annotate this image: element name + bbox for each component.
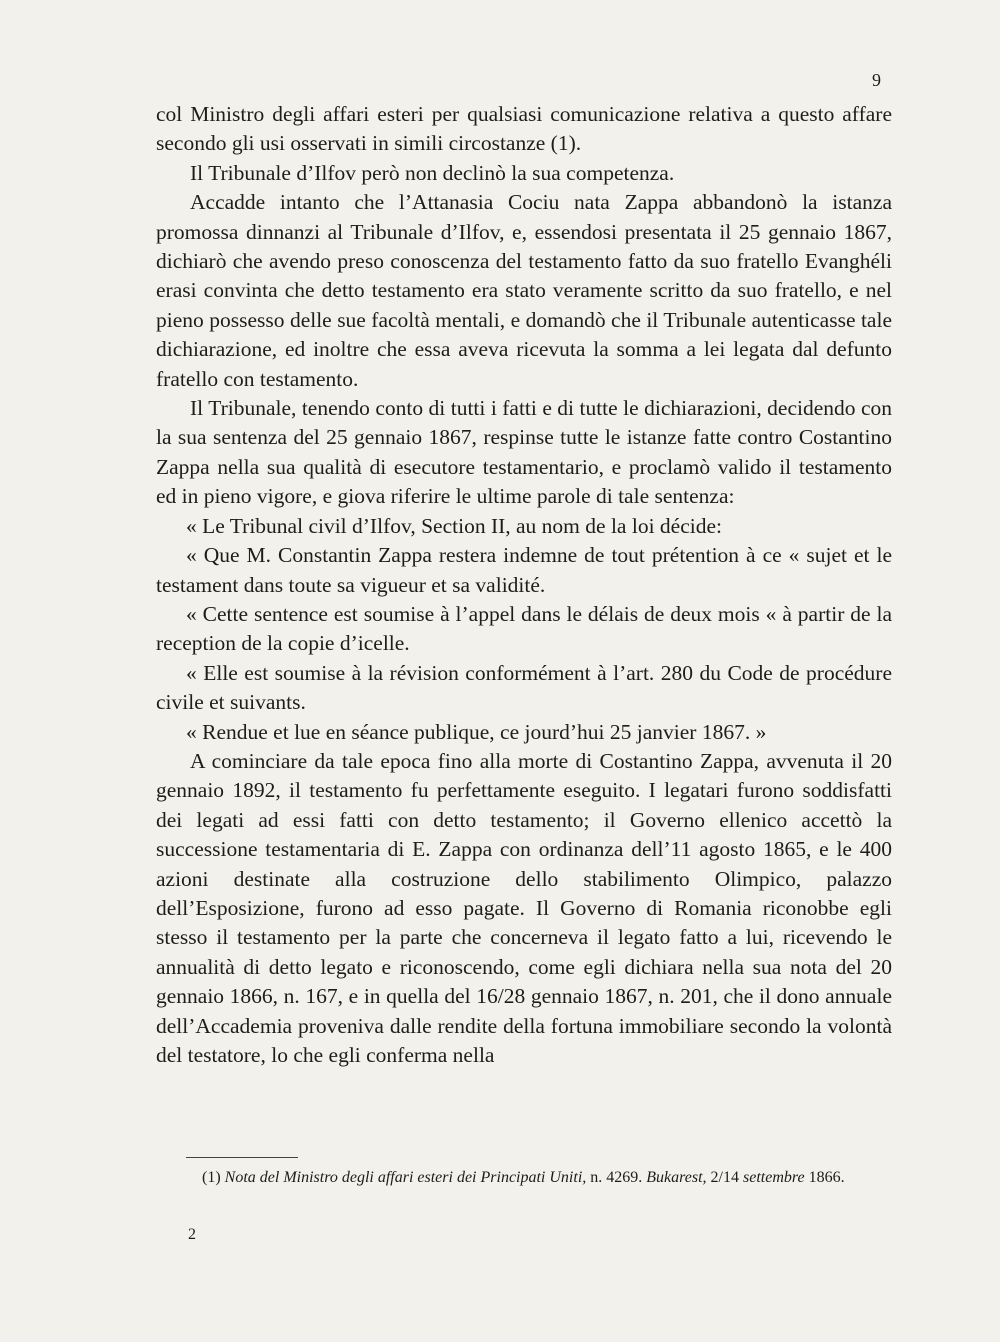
footnote-marker: (1) <box>202 1169 221 1186</box>
footnote-date-year: 1866. <box>808 1169 845 1186</box>
footnote-date-num: 2/14 <box>710 1169 739 1186</box>
paragraph-continuation: col Ministro degli affari esteri per qualsiasi comunicazione relativa a questo affare secondo gli usi osservati in simili circostanze (1). <box>156 102 892 156</box>
quote-revision: « Elle est soumise à la révision conformément à l’art. 280 du Code de procédure civile et suivants. <box>156 660 892 715</box>
quote-rendue: « Rendue et lue en séance publique, ce jourd’hui 25 janvier 1867. » <box>186 719 767 744</box>
quote-appel: « Cette sentence est soumise à l’appel dans le délais de deux mois « à partir de la reception de la copie d’icelle. <box>156 601 892 656</box>
footnote-number: n. 4269. <box>590 1169 643 1186</box>
footnote-date-month: settembre <box>743 1169 805 1186</box>
quote-tribunal-decide: « Le Tribunal civil d’Ilfov, Section II, au nom de la loi décide: <box>186 513 722 538</box>
page-number: 9 <box>872 70 881 90</box>
signature-mark: 2 <box>188 1226 196 1243</box>
footnote-place: Bukarest, <box>646 1169 707 1186</box>
paragraph-tribunale-competenza: Il Tribunale d’Ilfov però non declinò la sua competenza. <box>190 160 675 185</box>
paragraph-esecuzione-testamento: A cominciare da tale epoca fino alla morte di Costantino Zappa, avvenuta il 20 gennaio 1892, il testamento fu perfettamente eseguito. I legatari furono soddisfatti dei legati ad essi fatti con detto testamento; il Governo ellenico accettò la successione testamentaria di E. Zappa con ordinanza dell’11 agosto 1865, e le 400 azioni destinate alla costruzione dello stabilimento Olimpico, palazzo dell’Esposizione, furono ad esso pagate. Il Governo di Romania riconobbe egli stesso il testamento per la parte che concerneva il legato fatto a lui, ricevendo le annualità di detto legato e riconoscendo, come egli dichiara nella sua nota del 20 gennaio 1866, n. 167, e in quella del 16/28 gennaio 1867, n. 201, che il dono annuale dell’Accademia proveniva dalle rendite della fortuna immobiliare secondo la volontà del testatore, lo che egli conferma nella <box>156 748 892 1067</box>
footnote-source: Nota del Ministro degli affari esteri dei Principati Uniti, <box>224 1169 587 1186</box>
footnote <box>158 1166 892 1189</box>
paragraph-attanasia-cociu: Accadde intanto che l’Attanasia Cociu nata Zappa abbandonò la istanza promossa dinnanzi al Tribunale d’Ilfov, e, essendosi presentata il 25 gennaio 1867, dichiarò che avendo preso conoscenza del testamento fatto da suo fratello Evanghéli erasi convinta che detto testamento era stato veramente scritto da suo fratello, e nel pieno possesso delle sue facoltà mentali, e domandò che il Tribunale autenticasse tale dichiarazione, ed inoltre che essa aveva ricevuta la somma a lei legata dal defunto fratello con testamento. <box>156 190 892 391</box>
paragraph-tribunale-sentenza: Il Tribunale, tenendo conto di tutti i fatti e di tutte le dichiarazioni, decidendo con la sua sentenza del 25 gennaio 1867, respinse tutte le istanze fatte contro Costantino Zappa nella sua qualità di esecutore testamentario, e proclamò valido il testamento ed in pieno vigore, e giova riferire le ultime parole di tale sentenza: <box>156 396 892 509</box>
footnote-divider <box>186 1157 298 1158</box>
body-text <box>156 100 892 1070</box>
quote-indemne: « Que M. Constantin Zappa restera indemne de tout prétention à ce « sujet et le testament dans toute sa vigueur et sa validité. <box>156 543 892 597</box>
